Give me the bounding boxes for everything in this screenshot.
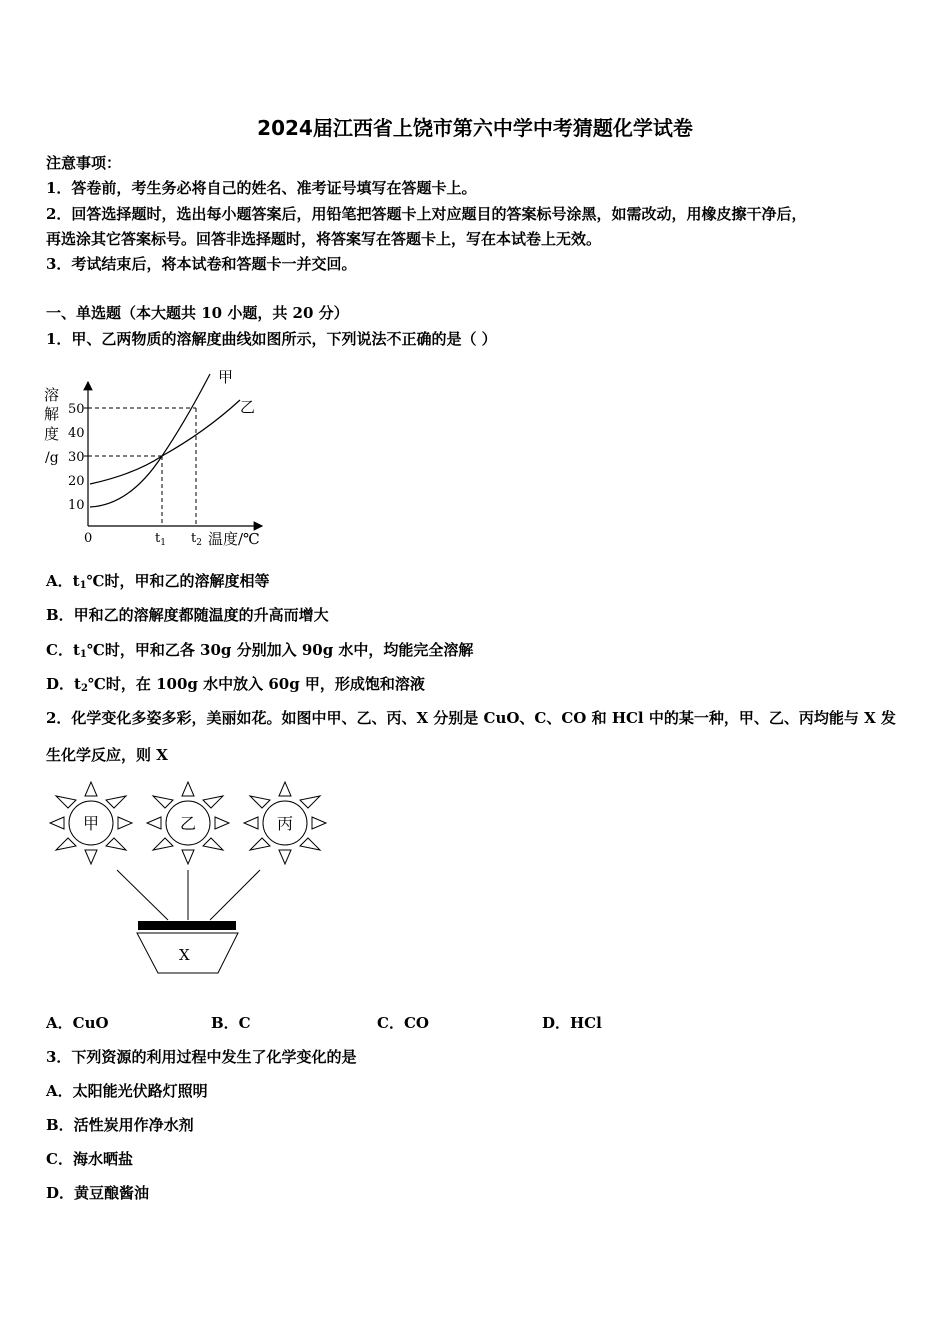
y-tick-label: 40 xyxy=(68,426,85,441)
curve-jia xyxy=(90,374,210,507)
q2-option-b: B．C xyxy=(211,1014,251,1032)
x-axis-label: 温度/℃ xyxy=(208,530,260,548)
y-axis-label: 度 xyxy=(44,425,60,443)
flower-yi xyxy=(147,782,229,864)
flower-bing xyxy=(244,782,326,864)
curve-yi-label: 乙 xyxy=(240,398,256,416)
curve-jia-label: 甲 xyxy=(218,368,234,386)
notice-item: 2．回答选择题时，选出每小题答案后，用铅笔把答题卡上对应题目的答案标号涂黑，如需改动，用橡皮擦干净后， xyxy=(46,205,807,223)
q3-option-c: C．海水晒盐 xyxy=(46,1150,133,1168)
flower-diagram xyxy=(40,778,340,978)
y-axis-label: 溶 xyxy=(44,386,60,404)
notice-item: 再选涂其它答案标号。回答非选择题时，将答案写在答题卡上，写在本试卷上无效。 xyxy=(46,230,602,248)
x-tick-t2: $t_2$ xyxy=(191,531,202,548)
q1-option-c: C．$t_1℃$时，甲和乙各 30g 分别加入 90g 水中，均能完全溶解 xyxy=(46,641,474,660)
question-2-stem: 生化学反应，则 X xyxy=(46,746,168,764)
exam-title: 2024届江西省上饶市第六中学中考猜题化学试卷 xyxy=(257,116,693,140)
origin-label: 0 xyxy=(84,531,93,546)
q2-option-a: A．CuO xyxy=(46,1014,109,1032)
stem xyxy=(210,870,260,920)
pot-rim xyxy=(138,921,236,930)
pot-label: X xyxy=(179,946,190,964)
q2-option-c: C．CO xyxy=(377,1014,429,1032)
section-heading: 一、单选题（本大题共 10 小题，共 20 分） xyxy=(46,304,349,322)
solubility-chart xyxy=(40,362,275,552)
stem xyxy=(117,870,168,920)
question-3-stem: 3．下列资源的利用过程中发生了化学变化的是 xyxy=(46,1048,357,1066)
notice-item: 1．答卷前，考生务必将自己的姓名、准考证号填写在答题卡上。 xyxy=(46,179,477,197)
flower-jia xyxy=(50,782,132,864)
y-axis-label: /g xyxy=(45,450,59,466)
x-tick-t1: $t_1$ xyxy=(155,531,166,548)
svg-text:乙: 乙 xyxy=(180,814,197,833)
q3-option-b: B．活性炭用作净水剂 xyxy=(46,1116,194,1134)
question-1-stem: 1．甲、乙两物质的溶解度曲线如图所示，下列说法不正确的是（ ） xyxy=(46,330,497,348)
notice-heading: 注意事项： xyxy=(46,154,122,172)
y-tick-label: 10 xyxy=(68,498,85,513)
q3-option-d: D．黄豆酿酱油 xyxy=(46,1184,150,1202)
q1-option-b: B．甲和乙的溶解度都随温度的升高而增大 xyxy=(46,606,329,624)
y-tick-label: 20 xyxy=(68,474,85,489)
notice-item: 3．考试结束后，将本试卷和答题卡一并交回。 xyxy=(46,255,357,273)
svg-text:甲: 甲 xyxy=(83,814,100,833)
q1-option-d: D．$t_2℃$时，在 100g 水中放入 60g 甲，形成饱和溶液 xyxy=(46,675,425,694)
q3-option-a: A．太阳能光伏路灯照明 xyxy=(46,1082,208,1100)
q1-option-a: A．$t_1℃$时，甲和乙的溶解度相等 xyxy=(46,572,270,591)
curve-yi xyxy=(90,400,240,484)
q2-option-d: D．HCl xyxy=(542,1014,602,1032)
y-axis-label: 解 xyxy=(44,405,60,423)
question-2-stem: 2．化学变化多姿多彩，美丽如花。如图中甲、乙、丙、X 分别是 CuO、C、CO 和 HCl 中的某一种，甲、乙、丙均能与 X 发 xyxy=(46,709,896,727)
y-tick-label: 30 xyxy=(68,450,85,465)
svg-text:丙: 丙 xyxy=(277,814,294,833)
y-tick-label: 50 xyxy=(68,402,85,417)
